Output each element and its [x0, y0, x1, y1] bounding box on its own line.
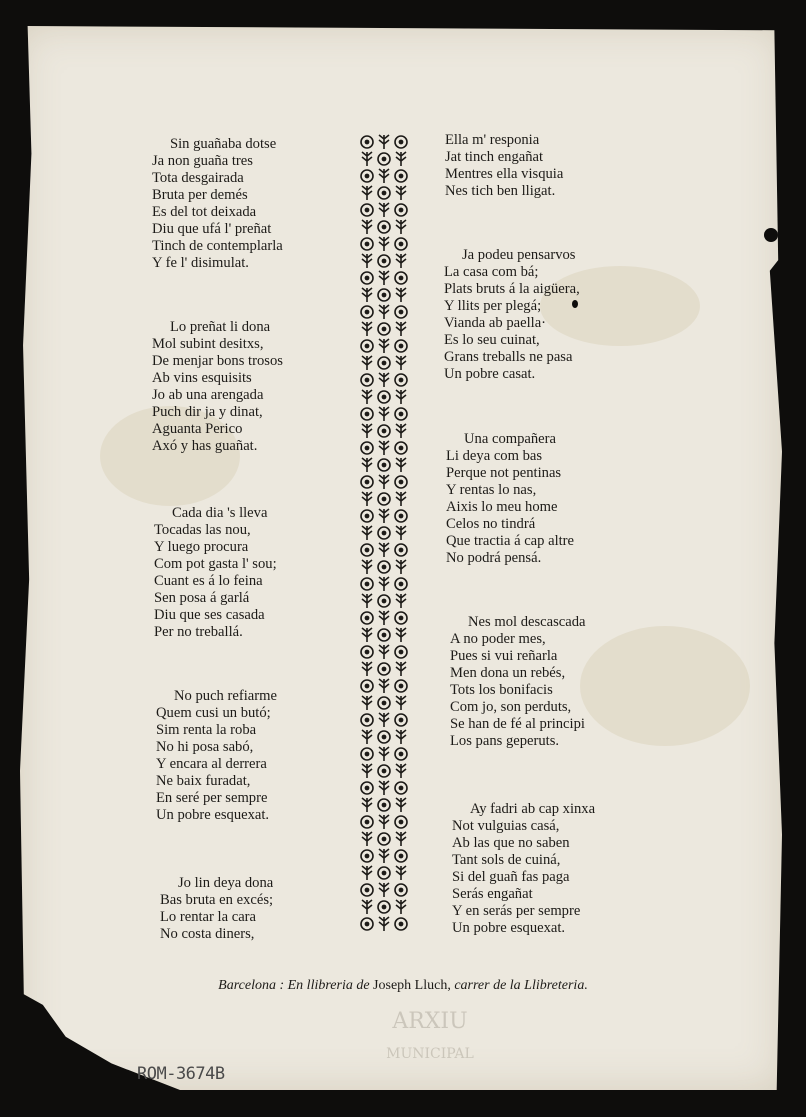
- right-stanza-3: [446, 431, 574, 567]
- ornament-motif: [395, 340, 407, 352]
- ornament-motif: [395, 306, 407, 318]
- verse-line: Tota desgairada: [152, 170, 244, 186]
- verse-line: Diu que ufá l' preñat: [152, 221, 272, 237]
- left-stanza-3: [154, 505, 277, 641]
- verse-line: Com jo, son perduts,: [450, 699, 572, 715]
- ornament-motif: [379, 611, 389, 625]
- ornament-motif: [395, 578, 407, 590]
- verse-line: Y en serás per sempre: [452, 903, 581, 919]
- ornament-motif: [379, 577, 389, 591]
- ornament-motif: [396, 628, 406, 642]
- ornament-motif: [379, 781, 389, 795]
- verse-line: Quem cusi un butó;: [156, 705, 271, 721]
- ornament-motif: [379, 849, 389, 863]
- ornament-motif: [362, 390, 372, 404]
- verse-line: Sen posa á garlá: [154, 590, 250, 606]
- ornament-motif: [362, 322, 372, 336]
- ornament-motif: [395, 782, 407, 794]
- ornament-motif: [379, 237, 389, 251]
- verse-line: Not vulguias casá,: [452, 818, 560, 834]
- ornament-motif: [396, 288, 406, 302]
- verse-line: Se han de fé al principi: [450, 716, 585, 732]
- verse-line: La casa com bá;: [444, 264, 539, 280]
- verse-line: Cuant es á lo feina: [154, 573, 263, 589]
- verse-line: Ab las que no saben: [452, 835, 570, 851]
- ornament-motif: [396, 730, 406, 744]
- ornament-motif: [379, 169, 389, 183]
- verse-line: Li deya com bas: [446, 448, 543, 464]
- archive-stamp: [378, 1000, 483, 1070]
- verse-line: Si del guañ fas paga: [452, 869, 570, 885]
- ornament-motif: [378, 595, 390, 607]
- ornament-motif: [378, 255, 390, 267]
- ornament-motif: [361, 748, 373, 760]
- ornament-motif: [379, 815, 389, 829]
- ornament-motif: [379, 339, 389, 353]
- imprint-street: carrer de la Llibreteria.: [454, 978, 588, 993]
- ornament-motif: [378, 833, 390, 845]
- ornament-motif: [362, 662, 372, 676]
- ornament-motif: [361, 170, 373, 182]
- ornament-motif: [379, 305, 389, 319]
- ornament-motif: [378, 867, 390, 879]
- verse-line: Y fe l' disimulat.: [152, 255, 249, 271]
- ornament-motif: [395, 510, 407, 522]
- ornament-motif: [396, 322, 406, 336]
- ornament-motif: [362, 186, 372, 200]
- ornament-motif: [361, 680, 373, 692]
- ornament-motif: [396, 152, 406, 166]
- ornament-motif: [396, 662, 406, 676]
- ornament-motif: [362, 526, 372, 540]
- verse-line: Un pobre casat.: [444, 366, 536, 382]
- ornament-motif: [362, 594, 372, 608]
- verse-line: No hi posa sabó,: [156, 739, 254, 755]
- verse-line: Nes tich ben lligat.: [445, 183, 556, 199]
- ornament-motif: [379, 373, 389, 387]
- verse-line: Es lo seu cuinat,: [444, 332, 540, 348]
- ornament-motif: [361, 306, 373, 318]
- stamp-line-2: MUNICIPAL: [386, 1046, 474, 1062]
- verse-line: Com pot gasta l' sou;: [154, 556, 277, 572]
- ornament-motif: [379, 543, 389, 557]
- ornament-motif: [396, 390, 406, 404]
- ornament-motif: [362, 254, 372, 268]
- verse-line: Celos no tindrá: [446, 516, 536, 532]
- right-stanza-4: [450, 614, 586, 750]
- verse-line: No costa diners,: [160, 926, 255, 942]
- ornament-motif: [378, 663, 390, 675]
- verse-line: Y rentas lo nas,: [446, 482, 537, 498]
- ornament-motif: [378, 425, 390, 437]
- ornament-motif: [361, 918, 373, 930]
- floral-border-ornament: [358, 134, 410, 940]
- verse-line: Tots los bonifacis: [450, 682, 553, 698]
- verse-line: Serás engañat: [452, 886, 533, 902]
- ornament-motif: [361, 408, 373, 420]
- ornament-motif: [361, 510, 373, 522]
- verse-line: Diu que ses casada: [154, 607, 265, 623]
- right-stanza-1: [445, 132, 563, 200]
- ornament-motif: [361, 476, 373, 488]
- ornament-motif: [379, 713, 389, 727]
- ornament-motif: [395, 170, 407, 182]
- verse-line: Cada dia 's lleva: [172, 505, 268, 521]
- verse-line: Lo preñat li dona: [170, 319, 271, 335]
- ornament-motif: [361, 136, 373, 148]
- verse-line: Ay fadri ab cap xinxa: [470, 801, 596, 817]
- verse-line: Puch dir ja y dinat,: [152, 404, 263, 420]
- ornament-motif: [362, 900, 372, 914]
- ornament-motif: [362, 866, 372, 880]
- ornament-motif: [361, 714, 373, 726]
- ornament-motif: [362, 730, 372, 744]
- verse-line: Jo lin deya dona: [178, 875, 274, 891]
- ornament-motif: [362, 424, 372, 438]
- verse-line: De menjar bons trosos: [152, 353, 283, 369]
- verse-line: Sin guañaba dotse: [170, 136, 277, 152]
- ornament-motif: [395, 884, 407, 896]
- ornament-motif: [361, 272, 373, 284]
- ornament-motif: [379, 883, 389, 897]
- ornament-motif: [396, 356, 406, 370]
- ornament-motif: [378, 289, 390, 301]
- verse-line: Ab vins esquisits: [152, 370, 252, 386]
- ornament-motif: [378, 629, 390, 641]
- ornament-motif: [396, 526, 406, 540]
- ornament-motif: [379, 679, 389, 693]
- ornament-motif: [378, 765, 390, 777]
- verse-line: Ella m' responia: [445, 132, 540, 148]
- ornament-motif: [396, 458, 406, 472]
- ornament-motif: [395, 408, 407, 420]
- ornament-motif: [378, 527, 390, 539]
- ornament-motif: [379, 407, 389, 421]
- ornament-motif: [378, 731, 390, 743]
- ornament-motif: [361, 850, 373, 862]
- ornament-motif: [396, 424, 406, 438]
- ornament-motif: [395, 136, 407, 148]
- verse-line: Lo rentar la cara: [160, 909, 257, 925]
- ornament-motif: [396, 696, 406, 710]
- ornament-motif: [378, 153, 390, 165]
- ornament-motif: [362, 458, 372, 472]
- verse-line: Pues si vui reñarla: [450, 648, 558, 664]
- ornament-motif: [361, 238, 373, 250]
- verse-line: Tinch de contemplarla: [152, 238, 283, 254]
- ornament-motif: [395, 544, 407, 556]
- ornament-motif: [379, 441, 389, 455]
- left-stanza-5: [160, 875, 273, 943]
- ornament-motif: [379, 509, 389, 523]
- ornament-motif: [379, 917, 389, 931]
- paper-stain: [580, 626, 750, 746]
- verse-line: Y encara al derrera: [156, 756, 267, 772]
- ornament-motif: [379, 475, 389, 489]
- ornament-motif: [396, 832, 406, 846]
- verse-line: Vianda ab paella·: [444, 315, 547, 331]
- verse-line: Jat tinch engañat: [445, 149, 544, 165]
- verse-line: Mol subint desitxs,: [152, 336, 264, 352]
- left-stanza-4: [156, 688, 277, 824]
- ornament-motif: [378, 391, 390, 403]
- verse-line: Bruta per demés: [152, 187, 248, 203]
- ornament-motif: [395, 850, 407, 862]
- verse-line: Jo ab una arengada: [152, 387, 264, 403]
- verse-line: Un pobre esquexat.: [452, 920, 566, 936]
- ornament-motif: [378, 561, 390, 573]
- ornament-motif: [396, 186, 406, 200]
- verse-line: Tant sols de cuiná,: [452, 852, 561, 868]
- ornament-motif: [395, 816, 407, 828]
- ornament-motif: [396, 220, 406, 234]
- verse-line: Mentres ella visquia: [445, 166, 564, 182]
- ornament-motif: [378, 799, 390, 811]
- verse-line: Y luego procura: [154, 539, 249, 555]
- ornament-motif: [378, 221, 390, 233]
- verse-line: Ja podeu pensarvos: [462, 247, 576, 263]
- ornament-motif: [396, 492, 406, 506]
- ornament-motif: [362, 152, 372, 166]
- ornament-motif: [361, 816, 373, 828]
- ornament-motif: [361, 374, 373, 386]
- ornament-motif: [396, 254, 406, 268]
- ornament-motif: [378, 187, 390, 199]
- ornament-motif: [396, 764, 406, 778]
- paper-hole: [764, 228, 778, 242]
- ornament-motif: [362, 560, 372, 574]
- ornament-motif: [362, 696, 372, 710]
- ornament-motif: [379, 135, 389, 149]
- ornament-motif: [378, 357, 390, 369]
- left-stanza-2: [152, 319, 283, 455]
- ornament-motif: [378, 901, 390, 913]
- ornament-motif: [379, 645, 389, 659]
- ornament-motif: [379, 203, 389, 217]
- verse-line: Que tractia á cap altre: [446, 533, 575, 549]
- ornament-motif: [378, 697, 390, 709]
- right-stanza-2: [444, 247, 580, 383]
- verse-line: Es del tot deixada: [152, 204, 257, 220]
- ornament-motif: [361, 204, 373, 216]
- ornament-motif: [362, 220, 372, 234]
- ornament-motif: [361, 612, 373, 624]
- imprint-place: Barcelona : En llibreria de: [218, 978, 370, 993]
- ornament-motif: [361, 442, 373, 454]
- ornament-motif: [362, 628, 372, 642]
- verse-line: Sim renta la roba: [156, 722, 257, 738]
- ornament-motif: [362, 832, 372, 846]
- verse-line: Axó y has guañat.: [152, 438, 258, 454]
- ornament-motif: [395, 272, 407, 284]
- verse-line: A no poder mes,: [450, 631, 546, 647]
- right-stanza-5: [452, 801, 595, 937]
- verse-line: Ja non guaña tres: [152, 153, 253, 169]
- ornament-motif: [361, 544, 373, 556]
- verse-line: No podrá pensá.: [446, 550, 542, 566]
- ornament-motif: [395, 204, 407, 216]
- ornament-motif: [378, 323, 390, 335]
- verse-line: Aguanta Perico: [152, 421, 243, 437]
- ornament-motif: [362, 764, 372, 778]
- ornament-motif: [361, 646, 373, 658]
- ornament-motif: [396, 594, 406, 608]
- shelfmark-label: ROM-3674B: [137, 1064, 225, 1084]
- ornament-motif: [396, 560, 406, 574]
- ornament-motif: [395, 374, 407, 386]
- verse-line: Ne baix furadat,: [156, 773, 251, 789]
- verse-line: Un pobre esquexat.: [156, 807, 270, 823]
- ornament-motif: [361, 340, 373, 352]
- verse-line: Perque not pentinas: [446, 465, 562, 481]
- ornament-motif: [378, 493, 390, 505]
- verse-line: Aixis lo meu home: [446, 499, 558, 515]
- verse-line: Grans treballs ne pasa: [444, 349, 573, 365]
- left-stanza-1: [152, 136, 283, 272]
- ornament-motif: [379, 271, 389, 285]
- ornament-motif: [396, 866, 406, 880]
- ornament-motif: [395, 714, 407, 726]
- ornament-motif: [361, 578, 373, 590]
- verse-line: No puch refiarme: [174, 688, 277, 704]
- ornament-motif: [378, 459, 390, 471]
- stamp-line-1: ARXIU: [392, 1009, 468, 1034]
- ornament-motif: [395, 918, 407, 930]
- ornament-motif: [395, 680, 407, 692]
- imprint-line: [0, 978, 806, 994]
- ornament-motif: [361, 782, 373, 794]
- ornament-motif: [379, 747, 389, 761]
- ornament-motif: [395, 646, 407, 658]
- verse-line: Per no treballá.: [154, 624, 243, 640]
- ornament-motif: [395, 476, 407, 488]
- ornament-motif: [395, 238, 407, 250]
- ornament-motif: [395, 442, 407, 454]
- ornament-motif: [362, 356, 372, 370]
- verse-line: Bas bruta en excés;: [160, 892, 274, 908]
- ornament-motif: [361, 884, 373, 896]
- verse-line: Tocadas las nou,: [154, 522, 251, 538]
- verse-line: Y llits per plegá;: [444, 298, 542, 314]
- ornament-motif: [396, 900, 406, 914]
- ornament-motif: [395, 748, 407, 760]
- ornament-motif: [362, 492, 372, 506]
- verse-line: Los pans geperuts.: [450, 733, 560, 749]
- ornament-motif: [362, 798, 372, 812]
- ornament-motif: [362, 288, 372, 302]
- ornament-motif: [396, 798, 406, 812]
- verse-line: Nes mol descascada: [468, 614, 586, 630]
- verse-line: En seré per sempre: [156, 790, 268, 806]
- ornament-motif: [395, 612, 407, 624]
- verse-line: Men dona un rebés,: [450, 665, 566, 681]
- verse-line: Plats bruts á la aigüera,: [444, 281, 580, 297]
- imprint-printer: Joseph Lluch,: [369, 978, 455, 993]
- verse-line: Una compañera: [464, 431, 556, 447]
